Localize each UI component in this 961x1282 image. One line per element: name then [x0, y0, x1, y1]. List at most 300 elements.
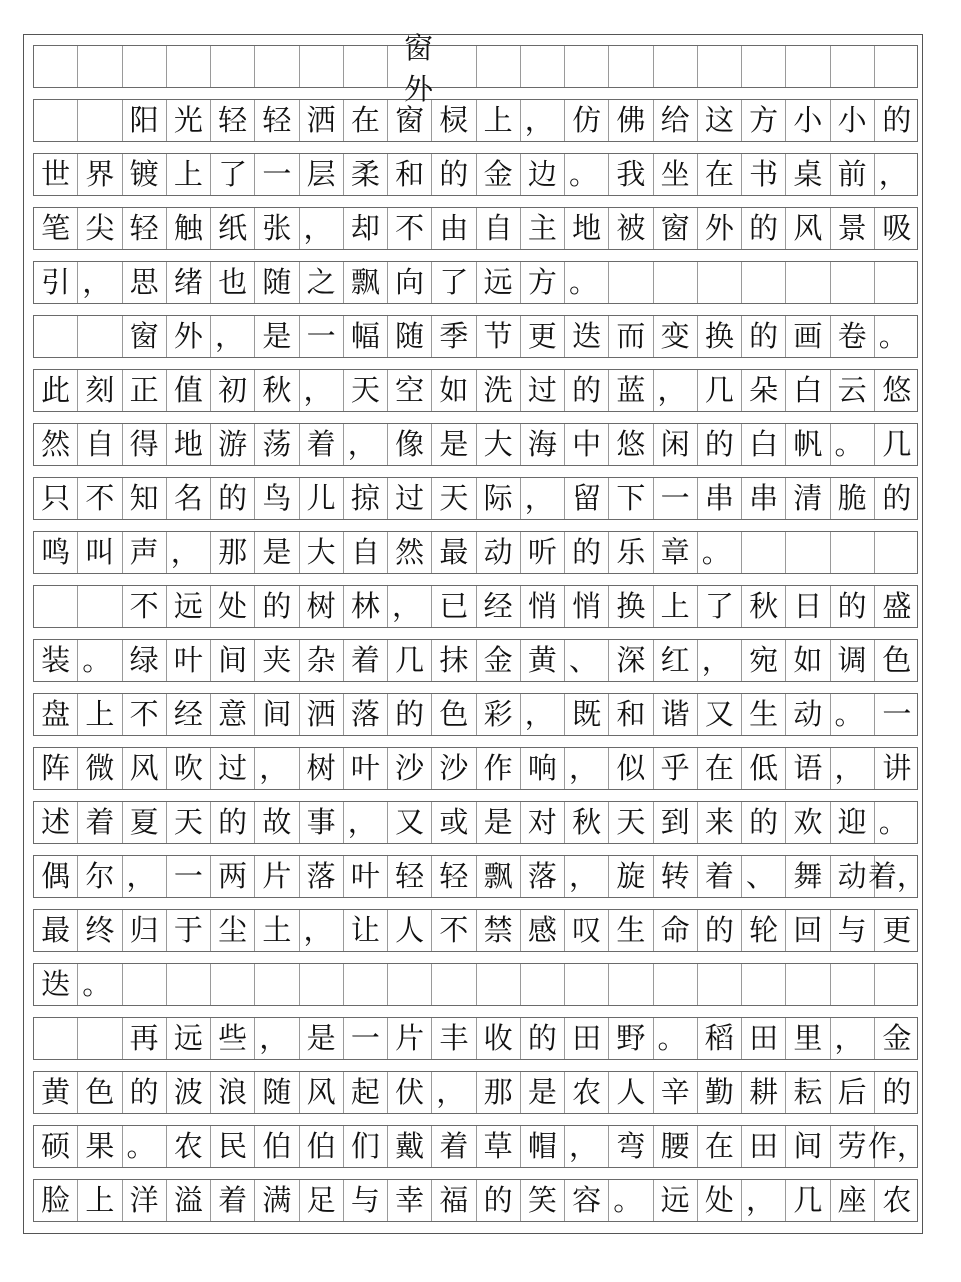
grid-cell [565, 46, 609, 87]
grid-cell [78, 100, 122, 141]
grid-cell: 旋 [609, 856, 653, 897]
grid-cell: 夏 [123, 802, 167, 843]
grid-cell: 鸟 [255, 478, 299, 519]
grid-cell: 天 [167, 802, 211, 843]
grid-cell: 随 [255, 1072, 299, 1113]
grid-cell: 轻 [388, 856, 432, 897]
grid-cell: 足 [300, 1180, 344, 1221]
grid-cell: 的 [521, 1018, 565, 1059]
grid-cell: 不 [388, 208, 432, 249]
grid-cell: 洗 [477, 370, 521, 411]
grid-cell: 转 [654, 856, 698, 897]
grid-cell [78, 46, 122, 87]
grid-cell: 我 [609, 154, 653, 195]
grid-cell: 。 [78, 640, 122, 681]
grid-cell: 窗 [388, 100, 432, 141]
grid-cell: 不 [432, 910, 476, 951]
grid-cell: 的 [882, 481, 912, 515]
grid-cell: 盘 [34, 694, 78, 735]
grid-cell: 叶 [344, 856, 388, 897]
grid-cell: 外 [698, 208, 742, 249]
grid-cell [255, 46, 299, 87]
grid-cell: 起 [344, 1072, 388, 1113]
grid-cell: 。 [123, 1126, 167, 1167]
grid-cell: 前 [831, 154, 875, 195]
grid-cell: 世 [34, 154, 78, 195]
grid-cell: 意 [211, 694, 255, 735]
grid-cell: 一 [882, 697, 912, 731]
grid-cell: 调 [831, 640, 875, 681]
grid-cell: 。 [878, 319, 908, 353]
grid-cell: 处 [211, 586, 255, 627]
grid-cell: 满 [255, 1180, 299, 1221]
grid-cell: 佛 [609, 100, 653, 141]
grid-cell: 硕 [34, 1126, 78, 1167]
grid-cell: 主 [521, 208, 565, 249]
grid-cell [521, 46, 565, 87]
grid-cell [521, 964, 565, 1005]
grid-cell: 悠 [882, 373, 912, 407]
grid-cell: 那 [211, 532, 255, 573]
grid-cell: 鸣 [34, 532, 78, 573]
grid-cell: 方 [742, 100, 786, 141]
grid-cell [875, 964, 919, 1005]
grid-cell: 叶 [167, 640, 211, 681]
grid-cell: 一 [300, 316, 344, 357]
grid-cell: 吸 [882, 211, 912, 245]
grid-cell: 阵 [34, 748, 78, 789]
grid-cell: 劳 [831, 1126, 875, 1167]
grid-cell: 宛 [742, 640, 786, 681]
grid-cell: 伯 [255, 1126, 299, 1167]
grid-cell: 伏 [388, 1072, 432, 1113]
grid-cell: 荡 [255, 424, 299, 465]
grid-cell: 迭 [34, 964, 78, 1005]
grid-cell [477, 46, 521, 87]
grid-cell: 间 [211, 640, 255, 681]
grid-cell: 了 [698, 586, 742, 627]
grid-cell: 边 [521, 154, 565, 195]
grid-cell: 外 [167, 316, 211, 357]
grid-cell: 辛 [654, 1072, 698, 1113]
grid-cell: 帆 [786, 424, 830, 465]
grid-cell: 红 [654, 640, 698, 681]
grid-row [33, 747, 918, 790]
grid-cell: ， [878, 157, 908, 191]
grid-cell: 动 [786, 694, 830, 735]
grid-cell: 自 [477, 208, 521, 249]
grid-cell: 野 [609, 1018, 653, 1059]
grid-cell: 几 [882, 427, 912, 461]
grid-cell [786, 964, 830, 1005]
grid-cell: 这 [698, 100, 742, 141]
grid-cell: 让 [344, 910, 388, 951]
grid-cell: 舞 [786, 856, 830, 897]
grid-cell: 树 [300, 586, 344, 627]
grid-cell: 际 [477, 478, 521, 519]
grid-cell: 。 [565, 154, 609, 195]
grid-cell [742, 532, 786, 573]
grid-cell: 层 [300, 154, 344, 195]
grid-cell [875, 46, 919, 87]
grid-cell: 大 [300, 532, 344, 573]
grid-row [33, 1125, 926, 1168]
grid-cell: 阳 [123, 100, 167, 141]
grid-cell: ， [344, 802, 388, 843]
grid-cell: 再 [123, 1018, 167, 1059]
grid-cell: ， [654, 370, 698, 411]
grid-cell: 笑 [521, 1180, 565, 1221]
grid-cell: 回 [786, 910, 830, 951]
grid-cell [167, 46, 211, 87]
grid-cell: 上 [78, 694, 122, 735]
grid-cell: 来 [698, 802, 742, 843]
grid-cell: 尘 [211, 910, 255, 951]
grid-cell: 是 [255, 532, 299, 573]
grid-cell [742, 262, 786, 303]
grid-cell: 或 [432, 802, 476, 843]
grid-cell: 语 [786, 748, 830, 789]
grid-cell: 是 [300, 1018, 344, 1059]
grid-cell: 于 [167, 910, 211, 951]
grid-cell: 乎 [654, 748, 698, 789]
grid-cell: 和 [388, 154, 432, 195]
grid-cell: 在 [698, 748, 742, 789]
grid-cell: 更 [521, 316, 565, 357]
grid-cell: ， [565, 748, 609, 789]
grid-cell: ， [255, 748, 299, 789]
grid-cell: 是 [477, 802, 521, 843]
grid-cell: 。 [654, 1018, 698, 1059]
grid-cell: 尖 [78, 208, 122, 249]
grid-cell: 沙 [432, 748, 476, 789]
grid-cell: 天 [432, 478, 476, 519]
grid-cell: 也 [211, 262, 255, 303]
grid-cell: 绿 [123, 640, 167, 681]
grid-cell: 上 [167, 154, 211, 195]
grid-cell: 偶 [34, 856, 78, 897]
grid-cell: 桌 [786, 154, 830, 195]
grid-cell [831, 46, 875, 87]
grid-cell: 给 [654, 100, 698, 141]
grid-cell: 迭 [565, 316, 609, 357]
grid-cell: 叶 [344, 748, 388, 789]
grid-cell [300, 46, 344, 87]
grid-cell: 的 [698, 424, 742, 465]
grid-cell: 张 [255, 208, 299, 249]
grid-cell: 白 [786, 370, 830, 411]
grid-cell: 游 [211, 424, 255, 465]
grid-cell: 变 [654, 316, 698, 357]
grid-cell: 深 [609, 640, 653, 681]
grid-row [33, 801, 918, 844]
grid-cell: 收 [477, 1018, 521, 1059]
grid-cell: ， [344, 424, 388, 465]
grid-cell: 里 [786, 1018, 830, 1059]
grid-cell: 命 [654, 910, 698, 951]
grid-cell: 。 [831, 694, 875, 735]
grid-cell: ， [255, 1018, 299, 1059]
grid-cell: 的 [882, 103, 912, 137]
title-row [33, 30, 918, 106]
grid-cell: 农 [167, 1126, 211, 1167]
grid-cell: 过 [521, 370, 565, 411]
grid-cell: 金 [477, 154, 521, 195]
grid-cell [255, 964, 299, 1005]
grid-cell: 随 [388, 316, 432, 357]
grid-cell: 日 [786, 586, 830, 627]
grid-cell: 脸 [34, 1180, 78, 1221]
grid-cell: ， [698, 640, 742, 681]
grid-cell: 洒 [300, 694, 344, 735]
grid-cell: 又 [388, 802, 432, 843]
grid-cell: 了 [432, 262, 476, 303]
grid-cell: 不 [123, 694, 167, 735]
grid-cell [654, 46, 698, 87]
grid-cell: 如 [432, 370, 476, 411]
grid-cell: 声 [123, 532, 167, 573]
grid-cell: 色 [432, 694, 476, 735]
grid-cell: 生 [742, 694, 786, 735]
grid-cell: 经 [167, 694, 211, 735]
grid-cell: 的 [882, 1075, 912, 1109]
grid-cell: 动 [831, 856, 875, 897]
grid-cell [875, 262, 919, 303]
grid-cell: 最 [34, 910, 78, 951]
grid-cell: 远 [167, 1018, 211, 1059]
grid-cell: 的 [831, 586, 875, 627]
grid-cell [78, 586, 122, 627]
grid-cell [609, 964, 653, 1005]
grid-cell: ， [300, 370, 344, 411]
grid-cell: 然 [388, 532, 432, 573]
grid-cell: 下 [609, 478, 653, 519]
grid-cell: 节 [477, 316, 521, 357]
grid-cell: ， [167, 532, 211, 573]
grid-cell [300, 964, 344, 1005]
grid-cell: 地 [167, 424, 211, 465]
grid-cell: 坐 [654, 154, 698, 195]
grid-cell: 脆 [831, 478, 875, 519]
grid-row [33, 477, 918, 520]
grid-cell: 是 [432, 424, 476, 465]
grid-cell: ， [521, 478, 565, 519]
grid-row [33, 1071, 918, 1114]
grid-cell: 片 [255, 856, 299, 897]
grid-cell: 耘 [786, 1072, 830, 1113]
grid-cell: 自 [344, 532, 388, 573]
grid-cell [34, 46, 78, 87]
grid-cell: 的 [698, 910, 742, 951]
grid-cell: 书 [742, 154, 786, 195]
grid-row [33, 531, 918, 574]
grid-cell: 一 [344, 1018, 388, 1059]
grid-cell [123, 46, 167, 87]
grid-cell: 的 [123, 1072, 167, 1113]
grid-cell: 座 [831, 1180, 875, 1221]
grid-cell: 动 [477, 532, 521, 573]
grid-cell: ， [565, 856, 609, 897]
grid-cell: 风 [123, 748, 167, 789]
grid-cell: 过 [388, 478, 432, 519]
grid-cell: 田 [565, 1018, 609, 1059]
grid-cell: 纸 [211, 208, 255, 249]
grid-cell: 黄 [521, 640, 565, 681]
grid-cell: 此 [34, 370, 78, 411]
grid-cell [565, 964, 609, 1005]
grid-cell: 轻 [211, 100, 255, 141]
grid-cell: 后 [831, 1072, 875, 1113]
grid-cell: 沙 [388, 748, 432, 789]
grid-cell: ， [432, 1072, 476, 1113]
grid-cell: 。 [831, 424, 875, 465]
grid-cell: 初 [211, 370, 255, 411]
grid-cell [654, 964, 698, 1005]
grid-cell [34, 100, 78, 141]
grid-cell: 在 [698, 1126, 742, 1167]
grid-cell: 换 [698, 316, 742, 357]
grid-cell: 黄 [34, 1072, 78, 1113]
grid-cell: 弯 [609, 1126, 653, 1167]
grid-cell [698, 262, 742, 303]
grid-cell: 得 [123, 424, 167, 465]
grid-cell: 落 [344, 694, 388, 735]
grid-cell: 盛 [882, 589, 912, 623]
grid-cell: 绪 [167, 262, 211, 303]
grid-row [33, 423, 918, 466]
grid-cell [654, 262, 698, 303]
grid-cell: 波 [167, 1072, 211, 1113]
grid-cell: 装 [34, 640, 78, 681]
grid-cell [34, 316, 78, 357]
grid-cell: 秋 [255, 370, 299, 411]
grid-cell: 着 [78, 802, 122, 843]
grid-cell: ， [300, 208, 344, 249]
grid-cell: 串 [698, 478, 742, 519]
grid-cell [123, 964, 167, 1005]
grid-cell [831, 262, 875, 303]
grid-cell: 容 [565, 1180, 609, 1221]
grid-cell: 落 [521, 856, 565, 897]
grid-cell: 空 [388, 370, 432, 411]
grid-cell: 景 [831, 208, 875, 249]
grid-cell [609, 46, 653, 87]
grid-cell: 响 [521, 748, 565, 789]
grid-row [33, 585, 918, 628]
grid-cell: 正 [123, 370, 167, 411]
grid-cell: ， [300, 910, 344, 951]
grid-cell: 耕 [742, 1072, 786, 1113]
grid-cell: 轮 [742, 910, 786, 951]
essay-sheet [23, 30, 926, 1234]
grid-cell [78, 316, 122, 357]
grid-cell: 界 [78, 154, 122, 195]
grid-cell: 故 [255, 802, 299, 843]
grid-cell: 处 [698, 1180, 742, 1221]
grid-cell: 两 [211, 856, 255, 897]
grid-cell: 一 [255, 154, 299, 195]
grid-cell: 事 [300, 802, 344, 843]
grid-cell: 却 [344, 208, 388, 249]
grid-cell: 方 [521, 262, 565, 303]
grid-cell: 丰 [432, 1018, 476, 1059]
grid-cell: 土 [255, 910, 299, 951]
grid-cell: 与 [344, 1180, 388, 1221]
grid-cell: 飘 [477, 856, 521, 897]
grid-cell: 农 [882, 1183, 912, 1217]
grid-cell: 着 [211, 1180, 255, 1221]
grid-cell: 色 [78, 1072, 122, 1113]
grid-cell: 天 [344, 370, 388, 411]
grid-cell [786, 532, 830, 573]
grid-cell: 远 [477, 262, 521, 303]
grid-cell: 田 [742, 1126, 786, 1167]
grid-cell: 帽 [521, 1126, 565, 1167]
grid-cell: 在 [344, 100, 388, 141]
grid-cell: 最 [432, 532, 476, 573]
manuscript-grid [33, 30, 926, 1233]
grid-cell: 天 [609, 802, 653, 843]
grid-cell: 叹 [565, 910, 609, 951]
grid-cell: 终 [78, 910, 122, 951]
grid-cell: 既 [565, 694, 609, 735]
grid-cell: 飘 [344, 262, 388, 303]
grid-cell: 民 [211, 1126, 255, 1167]
grid-cell: 稻 [698, 1018, 742, 1059]
grid-cell: 欢 [786, 802, 830, 843]
grid-cell: 生 [609, 910, 653, 951]
grid-cell: 腰 [654, 1126, 698, 1167]
grid-cell: 换 [609, 586, 653, 627]
grid-cell: 知 [123, 478, 167, 519]
grid-cell: 留 [565, 478, 609, 519]
grid-cell: 儿 [300, 478, 344, 519]
grid-cell: 海 [521, 424, 565, 465]
grid-cell: 的 [565, 370, 609, 411]
grid-cell: 林 [344, 586, 388, 627]
grid-cell: 窗 [123, 316, 167, 357]
grid-cell: 秋 [742, 586, 786, 627]
grid-cell: 夹 [255, 640, 299, 681]
grid-cell [78, 1018, 122, 1059]
grid-cell: 悠 [609, 424, 653, 465]
grid-cell [875, 532, 919, 573]
grid-row [33, 693, 918, 736]
grid-cell: 触 [167, 208, 211, 249]
grid-cell: 不 [78, 478, 122, 519]
grid-cell: 们 [344, 1126, 388, 1167]
grid-cell [742, 46, 786, 87]
grid-cell: 大 [477, 424, 521, 465]
grid-cell: 几 [698, 370, 742, 411]
grid-cell: 光 [167, 100, 211, 141]
grid-cell: ， [388, 586, 432, 627]
grid-cell: 窗 [654, 208, 698, 249]
grid-cell: 几 [388, 640, 432, 681]
grid-cell: 已 [432, 586, 476, 627]
grid-cell: 草 [477, 1126, 521, 1167]
grid-cell: 轻 [255, 100, 299, 141]
grid-cell: 闲 [654, 424, 698, 465]
grid-cell: 勤 [698, 1072, 742, 1113]
grid-cell [786, 46, 830, 87]
grid-cell: 的 [565, 532, 609, 573]
grid-cell: 金 [477, 640, 521, 681]
grid-cell: 过 [211, 748, 255, 789]
grid-cell: 的 [255, 586, 299, 627]
grid-cell: 柔 [344, 154, 388, 195]
grid-cell: 间 [786, 1126, 830, 1167]
